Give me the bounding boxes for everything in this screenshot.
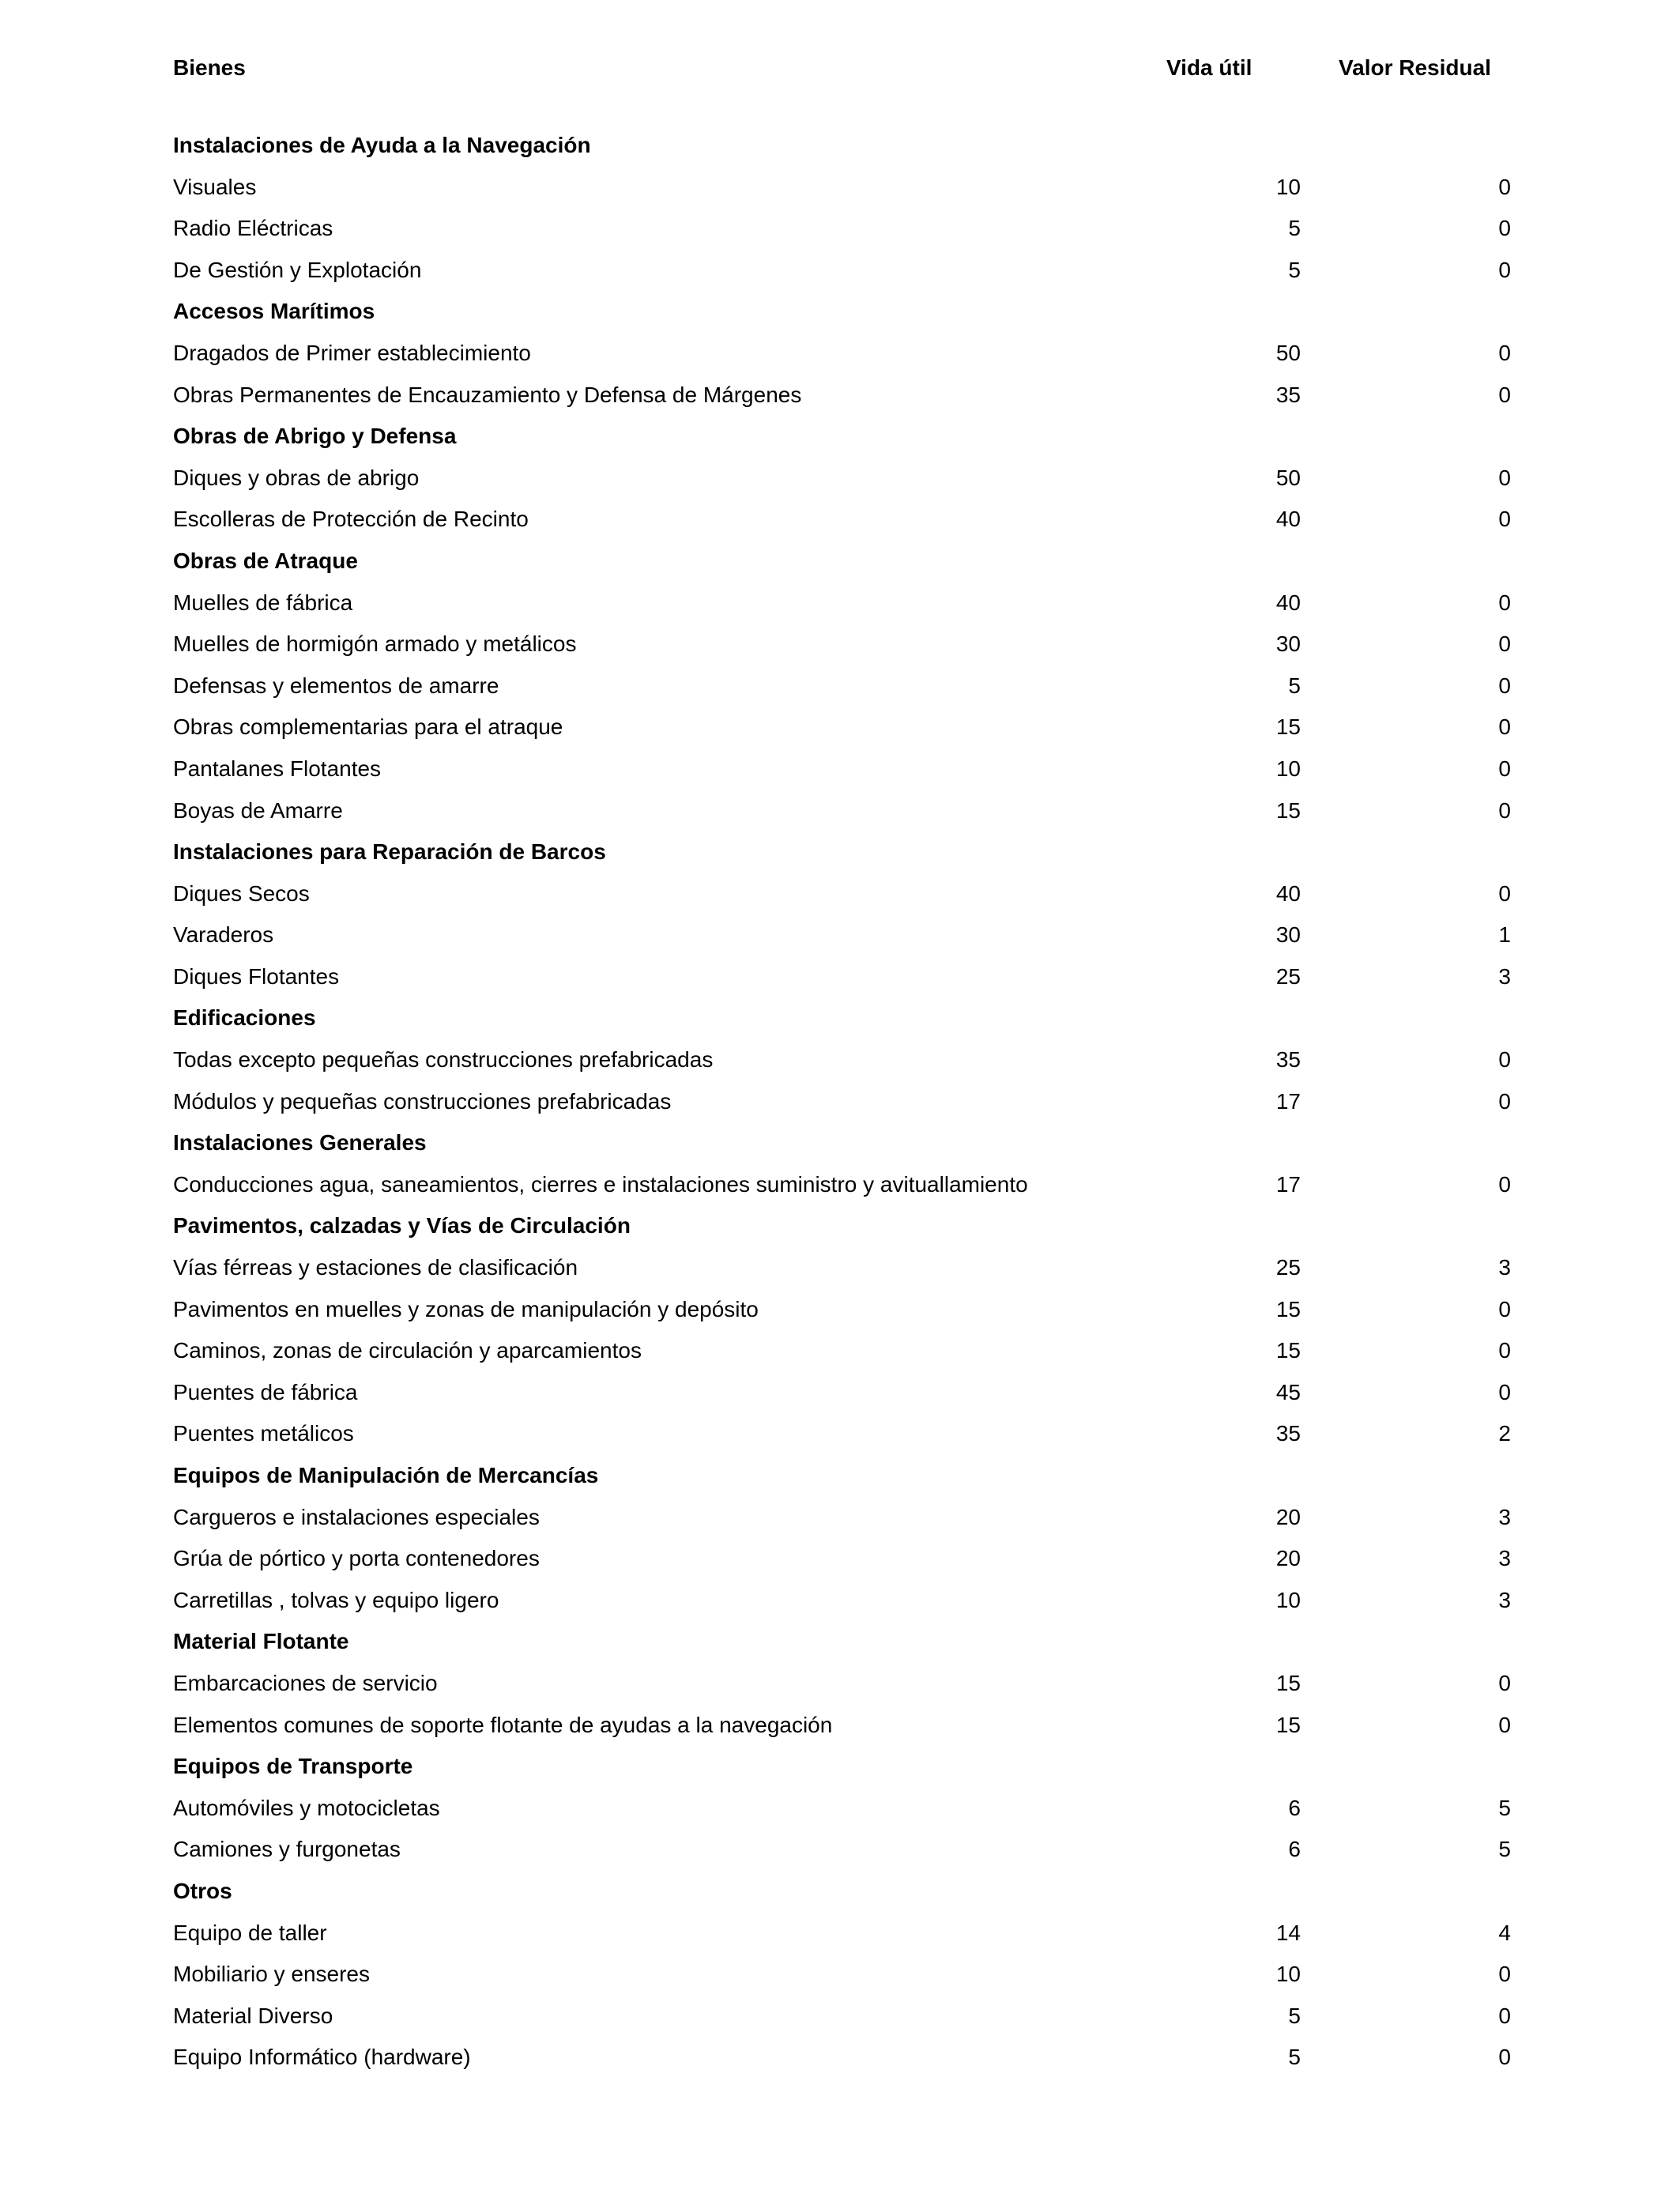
- section-title: Otros: [173, 1878, 232, 1903]
- section-title: Edificaciones: [173, 1005, 316, 1031]
- asset-label: Automóviles y motocicletas: [173, 1795, 440, 1820]
- table-row: [0, 1330, 1680, 1372]
- section-title: Accesos Marítimos: [173, 299, 375, 324]
- valor-residual-value: 0: [1498, 714, 1511, 740]
- vida-util-value: 30: [1275, 922, 1301, 948]
- valor-residual-value: 0: [1498, 631, 1511, 657]
- asset-label: De Gestión y Explotación: [173, 257, 422, 282]
- section-title: Instalaciones para Reparación de Barcos: [173, 839, 606, 865]
- section-title: Instalaciones de Ayuda a la Navegación: [173, 133, 591, 157]
- section-title: Instalaciones Generales: [173, 1130, 427, 1155]
- vida-util-value: 50: [1275, 465, 1301, 490]
- vida-util-value: 17: [1275, 1088, 1301, 1114]
- asset-label: Muelles de hormigón armado y metálicos: [173, 631, 577, 657]
- vida-util-value: 35: [1275, 382, 1301, 407]
- vida-util-value: 50: [1275, 340, 1301, 365]
- table-row: [0, 1705, 1680, 1747]
- vida-util-value: 10: [1275, 756, 1301, 781]
- valor-residual-value: 0: [1498, 1338, 1511, 1363]
- table-row: [0, 375, 1680, 417]
- asset-label: Obras Permanentes de Encauzamiento y Defensa de Márgenes: [173, 382, 802, 407]
- valor-residual-value: 0: [1498, 216, 1511, 241]
- vida-util-value: 15: [1275, 1670, 1301, 1695]
- vida-util-value: 6: [1288, 1837, 1301, 1862]
- valor-residual-value: 4: [1498, 1920, 1511, 1945]
- asset-label: Caminos, zonas de circulación y aparcamientos: [173, 1338, 642, 1363]
- vida-util-value: 30: [1275, 631, 1301, 657]
- table-row: [0, 1788, 1680, 1830]
- table-row: [0, 624, 1680, 665]
- valor-residual-value: 0: [1498, 1379, 1511, 1404]
- table-row: [0, 250, 1680, 292]
- valor-residual-value: 0: [1498, 590, 1511, 615]
- valor-residual-value: 0: [1498, 797, 1511, 823]
- table-row: [0, 2037, 1680, 2079]
- section-heading-row: [0, 1455, 1680, 1497]
- valor-residual-value: 3: [1498, 1587, 1511, 1612]
- valor-residual-value: 0: [1498, 756, 1511, 781]
- asset-label: Diques Flotantes: [173, 963, 340, 989]
- vida-util-value: 5: [1288, 673, 1301, 698]
- vida-util-value: 15: [1275, 797, 1301, 823]
- table-row: [0, 1289, 1680, 1331]
- section-heading-row: [0, 291, 1680, 333]
- section-heading-row: [0, 1746, 1680, 1788]
- vida-util-value: 15: [1275, 1338, 1301, 1363]
- asset-label: Grúa de pórtico y porta contenedores: [173, 1546, 540, 1571]
- table-row: [0, 167, 1680, 209]
- asset-label: Carretillas , tolvas y equipo ligero: [173, 1587, 499, 1612]
- asset-label: Puentes de fábrica: [173, 1379, 358, 1404]
- table-row: [0, 956, 1680, 998]
- section-heading-row: [0, 416, 1680, 458]
- section-heading-row: [0, 1621, 1680, 1663]
- asset-label: Defensas y elementos de amarre: [173, 673, 499, 698]
- asset-label: Conducciones agua, saneamientos, cierres e instalaciones suministro y avituallamiento: [173, 1171, 1028, 1197]
- vida-util-value: 35: [1275, 1047, 1301, 1072]
- asset-label: Radio Eléctricas: [173, 216, 333, 241]
- vida-util-value: 25: [1275, 963, 1301, 989]
- asset-table-body: [0, 125, 1680, 2079]
- asset-label: Dragados de Primer establecimiento: [173, 340, 531, 365]
- section-title: Obras de Atraque: [173, 548, 358, 573]
- valor-residual-value: 0: [1498, 2003, 1511, 2028]
- vida-util-value: 45: [1275, 1379, 1301, 1404]
- vida-util-value: 5: [1288, 257, 1301, 282]
- column-header-bienes: Bienes: [173, 55, 246, 80]
- valor-residual-value: 0: [1498, 880, 1511, 906]
- section-title: Equipos de Manipulación de Mercancías: [173, 1463, 599, 1487]
- valor-residual-value: 0: [1498, 1171, 1511, 1197]
- valor-residual-value: 0: [1498, 1670, 1511, 1695]
- table-row: [0, 1829, 1680, 1871]
- table-row: [0, 1247, 1680, 1289]
- table-row: [0, 1954, 1680, 1996]
- valor-residual-value: 0: [1498, 673, 1511, 698]
- column-header-vida-util: Vida útil: [1166, 55, 1252, 80]
- asset-label: Puentes metálicos: [173, 1421, 354, 1446]
- valor-residual-value: 1: [1498, 922, 1511, 948]
- table-header: [0, 52, 1680, 84]
- asset-label: Muelles de fábrica: [173, 590, 353, 615]
- valor-residual-value: 5: [1498, 1837, 1511, 1862]
- vida-util-value: 40: [1275, 507, 1301, 532]
- vida-util-value: 40: [1275, 880, 1301, 906]
- column-header-valor-residual: Valor Residual: [1339, 55, 1491, 80]
- table-row: [0, 458, 1680, 499]
- table-row: [0, 208, 1680, 250]
- valor-residual-value: 0: [1498, 174, 1511, 199]
- valor-residual-value: 0: [1498, 1088, 1511, 1114]
- asset-label: Boyas de Amarre: [173, 797, 343, 823]
- table-row: [0, 873, 1680, 915]
- section-heading-row: [0, 541, 1680, 582]
- table-row: [0, 582, 1680, 624]
- valor-residual-value: 0: [1498, 257, 1511, 282]
- vida-util-value: 25: [1275, 1255, 1301, 1280]
- asset-label: Varaderos: [173, 922, 274, 948]
- vida-util-value: 10: [1275, 1587, 1301, 1612]
- valor-residual-value: 0: [1498, 1296, 1511, 1321]
- valor-residual-value: 0: [1498, 1962, 1511, 1987]
- table-row: [0, 665, 1680, 707]
- valor-residual-value: 0: [1498, 507, 1511, 532]
- section-heading-row: [0, 831, 1680, 873]
- vida-util-value: 6: [1288, 1795, 1301, 1820]
- vida-util-value: 15: [1275, 1712, 1301, 1737]
- vida-util-value: 5: [1288, 216, 1301, 241]
- table-row: [0, 1580, 1680, 1622]
- section-title: Obras de Abrigo y Defensa: [173, 424, 457, 449]
- section-heading-row: [0, 1871, 1680, 1913]
- table-row: [0, 1996, 1680, 2038]
- asset-label: Pavimentos en muelles y zonas de manipulación y depósito: [173, 1296, 759, 1321]
- vida-util-value: 20: [1275, 1504, 1301, 1529]
- vida-util-value: 14: [1275, 1920, 1301, 1945]
- table-row: [0, 914, 1680, 956]
- valor-residual-value: 0: [1498, 1712, 1511, 1737]
- section-title: Pavimentos, calzadas y Vías de Circulación: [173, 1213, 631, 1238]
- valor-residual-value: 3: [1498, 1255, 1511, 1280]
- asset-label: Material Diverso: [173, 2003, 333, 2028]
- vida-util-value: 15: [1275, 1296, 1301, 1321]
- section-title: Material Flotante: [173, 1629, 349, 1654]
- asset-label: Equipo Informático (hardware): [173, 2045, 471, 2070]
- valor-residual-value: 3: [1498, 1504, 1511, 1529]
- valor-residual-value: 5: [1498, 1795, 1511, 1820]
- section-heading-row: [0, 1205, 1680, 1247]
- table-row: [0, 333, 1680, 375]
- asset-label: Todas excepto pequeñas construcciones prefabricadas: [173, 1047, 714, 1072]
- section-title: Equipos de Transporte: [173, 1754, 413, 1779]
- vida-util-value: 40: [1275, 590, 1301, 615]
- table-row: [0, 1913, 1680, 1955]
- table-row: [0, 748, 1680, 790]
- table-row: [0, 1538, 1680, 1580]
- vida-util-value: 17: [1275, 1171, 1301, 1197]
- asset-label: Pantalanes Flotantes: [173, 756, 382, 781]
- asset-label: Diques y obras de abrigo: [173, 465, 420, 490]
- table-row: [0, 1663, 1680, 1705]
- section-heading-row: [0, 125, 1680, 167]
- asset-label: Camiones y furgonetas: [173, 1837, 401, 1862]
- valor-residual-value: 2: [1498, 1421, 1511, 1446]
- asset-label: Equipo de taller: [173, 1920, 327, 1945]
- vida-util-value: 10: [1275, 1962, 1301, 1987]
- section-heading-row: [0, 1122, 1680, 1164]
- valor-residual-value: 0: [1498, 340, 1511, 365]
- asset-label: Escolleras de Protección de Recinto: [173, 507, 529, 532]
- vida-util-value: 15: [1275, 714, 1301, 740]
- vida-util-value: 35: [1275, 1421, 1301, 1446]
- asset-label: Diques Secos: [173, 880, 310, 906]
- asset-label: Cargueros e instalaciones especiales: [173, 1504, 540, 1529]
- table-row: [0, 499, 1680, 541]
- valor-residual-value: 0: [1498, 2045, 1511, 2070]
- asset-label: Embarcaciones de servicio: [173, 1670, 438, 1695]
- asset-label: Visuales: [173, 174, 257, 199]
- table-row: [0, 790, 1680, 832]
- table-row: [0, 1497, 1680, 1539]
- valor-residual-value: 0: [1498, 465, 1511, 490]
- table-row: [0, 1413, 1680, 1455]
- vida-util-value: 5: [1288, 2045, 1301, 2070]
- table-row: [0, 707, 1680, 748]
- asset-label: Obras complementarias para el atraque: [173, 714, 563, 740]
- valor-residual-value: 3: [1498, 963, 1511, 989]
- valor-residual-value: 3: [1498, 1546, 1511, 1571]
- valor-residual-value: 0: [1498, 382, 1511, 407]
- asset-label: Módulos y pequeñas construcciones prefabricadas: [173, 1088, 672, 1114]
- table-row: [0, 1372, 1680, 1414]
- vida-util-value: 5: [1288, 2003, 1301, 2028]
- asset-label: Elementos comunes de soporte flotante de ayudas a la navegación: [173, 1712, 833, 1737]
- valor-residual-value: 0: [1498, 1047, 1511, 1072]
- table-row: [0, 1081, 1680, 1123]
- table-row: [0, 1164, 1680, 1206]
- asset-label: Vías férreas y estaciones de clasificación: [173, 1255, 578, 1280]
- vida-util-value: 10: [1275, 174, 1301, 199]
- table-row: [0, 1039, 1680, 1081]
- vida-util-value: 20: [1275, 1546, 1301, 1571]
- asset-label: Mobiliario y enseres: [173, 1962, 370, 1987]
- section-heading-row: [0, 997, 1680, 1039]
